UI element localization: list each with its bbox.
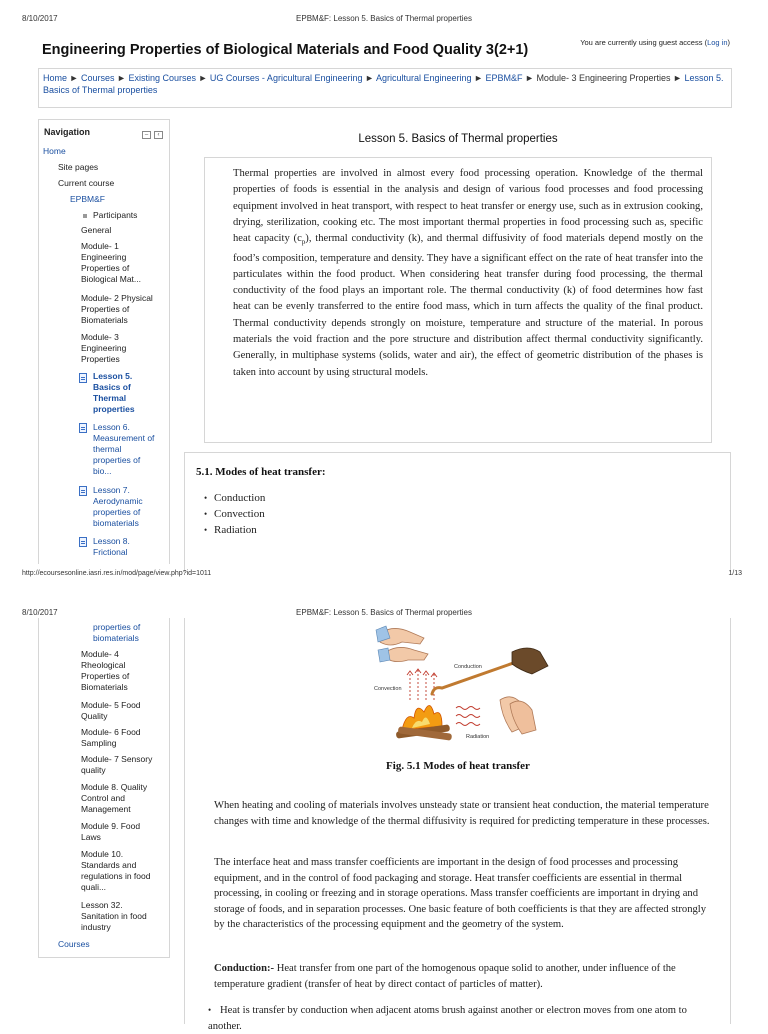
- breadcrumb-courses[interactable]: Courses: [80, 73, 115, 83]
- print-title: EPBM&F: Lesson 5. Basics of Thermal properties: [296, 608, 472, 617]
- page-icon: [79, 486, 87, 496]
- print-date: 8/10/2017: [22, 608, 58, 617]
- print-date: 8/10/2017: [22, 14, 58, 23]
- sleeve-shape: [378, 648, 390, 662]
- breadcrumb: Home ► Courses ► Existing Courses ► UG Courses - Agricultural Engineering ► Agricultural Engineering ► EPBM&F ► Module- 3 Engineering Properties ► Lesson 5. Basics of Thermal properties: [38, 68, 732, 108]
- breadcrumb-module3: Module- 3 Engineering Properties: [536, 73, 671, 83]
- list-item: • Convection: [204, 506, 265, 522]
- modes-list: [204, 490, 265, 538]
- nav-lesson8[interactable]: Lesson 8. Frictional: [93, 536, 130, 557]
- convection-label: Convection: [374, 686, 402, 692]
- transient-paragraph: When heating and cooling of materials involves unsteady state or transient heat conduction, the material temperature changes with time and knowledge of the thermal diffusivity is required for predicting temperature in these processes.: [214, 800, 710, 827]
- breadcrumb-agri-eng[interactable]: Agricultural Engineering: [375, 73, 472, 83]
- page-icon: [79, 537, 87, 547]
- lesson-heading: Lesson 5. Basics of Thermal properties: [358, 133, 558, 145]
- nav-lesson32[interactable]: Lesson 32. Sanitation in food industry: [81, 900, 147, 932]
- navigation-controls: [139, 128, 163, 139]
- radiation-label: Radiation: [466, 734, 490, 740]
- breadcrumb-epbmf[interactable]: EPBM&F: [485, 73, 523, 83]
- nav-course-epbmf[interactable]: EPBM&F: [70, 194, 105, 204]
- login-info: You are currently using guest access (Log in): [580, 38, 730, 47]
- conduction-label: Conduction: [454, 664, 482, 670]
- list-item: • Heat is transfer by conduction when adjacent atoms brush against another or electron moves from one atom to another.: [208, 1003, 718, 1034]
- list-item: • Radiation: [204, 522, 265, 538]
- print-title: EPBM&F: Lesson 5. Basics of Thermal properties: [296, 14, 472, 23]
- page-icon: [79, 423, 87, 433]
- print-page-number: 1/13: [728, 570, 742, 577]
- nav-module7[interactable]: Module- 7 Sensory quality: [81, 754, 153, 775]
- nav-site-pages[interactable]: Site pages: [58, 162, 99, 172]
- nav-lesson7[interactable]: Lesson 7. Aerodynamic properties of biomaterials: [93, 485, 143, 528]
- glove-shape: [512, 648, 548, 674]
- nav-module3[interactable]: Module- 3 Engineering Properties: [81, 332, 127, 364]
- nav-module10[interactable]: Module 10. Standards and regulations in food quali...: [81, 849, 151, 892]
- collapse-icon[interactable]: –: [142, 131, 151, 139]
- nav-lesson5[interactable]: Lesson 5. Basics of Thermal properties: [93, 371, 135, 414]
- heat-transfer-figure: [372, 622, 552, 752]
- interface-paragraph: The interface heat and mass transfer coefficients are important in the design of food processes and processing equipment, and in the control of food packaging and storage. Heat transfer coefficients are essential in thermal processing, in cooling or freezing and in storage operations. Mass transfer coefficients are important in drying and storage of foods, and in separation processes. One basic feature of both coefficients is that they are affected strongly by the characteristics of the processing equipment and the geometry of the system.: [214, 857, 707, 930]
- breadcrumb-ug-courses[interactable]: UG Courses - Agricultural Engineering: [209, 73, 363, 83]
- nav-module8[interactable]: Module 8. Quality Control and Management: [81, 782, 148, 814]
- navigation-block: [38, 119, 170, 564]
- hand-shape: [386, 647, 428, 661]
- navigation-block-continued: [38, 618, 170, 958]
- course-title: Engineering Properties of Biological Materials and Food Quality 3(2+1): [42, 42, 529, 58]
- navigation-title: Navigation: [44, 127, 91, 137]
- breadcrumb-home[interactable]: Home: [43, 73, 68, 83]
- login-link[interactable]: Log in: [707, 38, 728, 47]
- radiation-waves: [456, 707, 480, 726]
- nav-module5[interactable]: Module- 5 Food Quality: [81, 700, 141, 721]
- nav-participants[interactable]: Participants: [83, 210, 137, 221]
- nav-lesson6[interactable]: Lesson 6. Measurement of thermal properties of bio...: [93, 422, 155, 476]
- breadcrumb-current[interactable]: Lesson 5. Basics of Thermal properties: [43, 73, 724, 95]
- nav-module4[interactable]: Module- 4 Rheological Properties of Biomaterials: [81, 649, 130, 692]
- nav-current-course[interactable]: Current course: [58, 178, 115, 188]
- intro-paragraph: Thermal properties are involved in almost every food processing operation. Knowledge of the thermal properties of foods is essential in the analysis and design of various food processes and food processing equipment involved in heat transport, with respect to heat transfer or energy use, such as in extrusion cooking, drying, sterilization, cooking etc. The most important thermal properties in food processing such as, specific heat capacity $(c_p)$, thermal conductivity (k), and thermal diffusivity of food materials depend mostly on the food’s composition, temperature and density. They have a significant effect on the rate of heat transfer into the particulates within the food product. When considering heat transfer during food processing, the thermal conductivity of the food plays an important role. The thermal conductivity (k) of food determines how fast heat can be evenly transferred to the entire food mass, which in turn affects the quality of the final product. Thermal conductivity depends strongly on moisture, temperature and structure of the material. In porous materials the void fraction and the pore structure and distribution affect thermal conductivity significantly. Generally, in multiphase systems (solids, water and air), the effect of geometric distribution of the phases is taken into account by using structural models.: [233, 168, 703, 378]
- nav-module6[interactable]: Module- 6 Food Sampling: [81, 727, 141, 748]
- nav-courses[interactable]: Courses: [58, 939, 90, 949]
- nav-module9[interactable]: Module 9. Food Laws: [81, 821, 141, 842]
- nav-module1[interactable]: Module- 1 Engineering Properties of Biological Mat...: [81, 241, 141, 284]
- conduction-definition: Conduction:- Heat transfer from one part of the homogenous opaque solid to another, under influence of the temperature gradient (transfer of heat by direct contact of particles of matter).: [214, 963, 676, 990]
- page-icon: [79, 373, 87, 383]
- nav-lesson8-cont[interactable]: properties of biomaterials: [93, 622, 141, 643]
- breadcrumb-existing-courses[interactable]: Existing Courses: [128, 73, 196, 83]
- section-title: 5.1. Modes of heat transfer:: [196, 466, 326, 478]
- figure-caption: Fig. 5.1 Modes of heat transfer: [386, 760, 530, 772]
- print-url: http://ecoursesonline.iasri.res.in/mod/page/view.php?id=1011: [22, 570, 212, 577]
- nav-module2[interactable]: Module- 2 Physical Properties of Biomaterials: [81, 293, 153, 325]
- conduction-list: [208, 1003, 718, 1034]
- participants-bullet-icon: [83, 214, 87, 218]
- nav-home[interactable]: Home: [43, 146, 66, 156]
- list-item: • Conduction: [204, 490, 265, 506]
- nav-general[interactable]: General: [81, 225, 112, 235]
- dock-icon[interactable]: ‹: [154, 131, 163, 139]
